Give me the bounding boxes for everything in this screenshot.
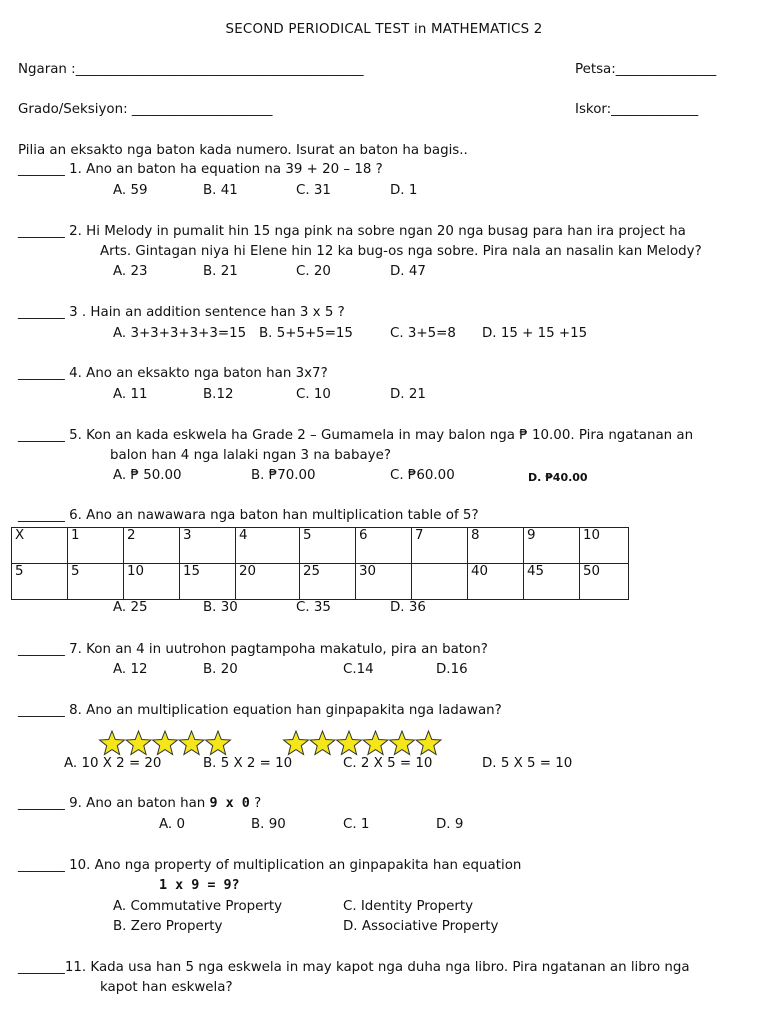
q8-choice-b: B. 5 X 2 = 10 <box>203 756 293 771</box>
q3-choice-b: B. 5+5+5=15 <box>259 326 353 341</box>
star-icon <box>390 731 415 755</box>
question-5-cont: balon han 4 nga lalaki ngan 3 na babaye? <box>110 448 391 463</box>
table-cell: 20 <box>236 564 300 600</box>
instructions: Pilia an eksakto nga baton kada numero. Isurat an baton ha bagis.. <box>18 143 468 158</box>
table-cell: 25 <box>300 564 356 600</box>
star-row-icon <box>282 730 442 756</box>
q4-choice-c: C. 10 <box>296 387 331 402</box>
question-7: _______ 7. Kon an 4 in uutrohon pagtampoha makatulo, pira an baton? <box>18 642 488 657</box>
q2-choice-b: B. 21 <box>203 264 238 279</box>
question-11: _______11. Kada usa han 5 nga eskwela in may kapot nga duha nga libro. Pira ngatanan an libro nga <box>18 960 690 975</box>
q4-choice-d: D. 21 <box>390 387 426 402</box>
q7-choice-c: C.14 <box>343 662 374 677</box>
question-2: _______ 2. Hi Melody in pumalit hin 15 nga pink na sobre ngan 20 nga busag para han ira project ha <box>18 224 686 239</box>
table-cell: 15 <box>180 564 236 600</box>
q1-choice-b: B. 41 <box>203 183 238 198</box>
q5-choice-b: B. ₱70.00 <box>251 468 316 483</box>
table-cell: 5 <box>68 564 124 600</box>
question-3: _______ 3 . Hain an addition sentence han 3 x 5 ? <box>18 305 345 320</box>
star-icon <box>416 731 441 755</box>
q7-choice-b: B. 20 <box>203 662 238 677</box>
q6-choice-c: C. 35 <box>296 600 331 615</box>
name-field[interactable]: Ngaran :___________________________________________ <box>18 62 364 77</box>
score-field[interactable]: Iskor:_____________ <box>575 102 699 117</box>
q7-choice-a: A. 12 <box>113 662 148 677</box>
q10-choice-d: D. Associative Property <box>343 919 499 934</box>
table-cell: 50 <box>580 564 629 600</box>
q6-choice-b: B. 30 <box>203 600 238 615</box>
q8-choice-d: D. 5 X 5 = 10 <box>482 756 573 771</box>
q10-choice-b: B. Zero Property <box>113 919 223 934</box>
star-group-1 <box>98 730 242 756</box>
star-icon <box>310 731 335 755</box>
multiplication-table <box>11 527 629 600</box>
question-1: _______ 1. Ano an baton ha equation na 39 + 20 – 18 ? <box>18 162 383 177</box>
q6-choice-a: A. 25 <box>113 600 148 615</box>
question-9-suffix: ? <box>249 796 262 811</box>
q1-choice-c: C. 31 <box>296 183 331 198</box>
question-10-equation: 1 x 9 = 9? <box>159 878 240 893</box>
q5-choice-a: A. ₱ 50.00 <box>113 468 182 483</box>
star-icon <box>179 731 204 755</box>
q7-choice-d: D.16 <box>436 662 468 677</box>
q9-choice-b: B. 90 <box>251 817 286 832</box>
table-row <box>12 564 629 600</box>
question-9-text: _______ 9. Ano an baton han <box>18 796 210 811</box>
page-title: SECOND PERIODICAL TEST in MATHEMATICS 2 <box>225 22 543 37</box>
q5-choice-c: C. ₱60.00 <box>390 468 455 483</box>
table-cell: 40 <box>468 564 524 600</box>
q2-choice-a: A. 23 <box>113 264 148 279</box>
table-row <box>12 528 629 564</box>
star-icon <box>206 731 231 755</box>
q6-choice-d: D. 36 <box>390 600 426 615</box>
q3-choice-c: C. 3+5=8 <box>390 326 456 341</box>
question-10: _______ 10. Ano nga property of multiplication an ginpapakita han equation <box>18 858 522 873</box>
star-group-2 <box>282 730 442 756</box>
q1-choice-a: A. 59 <box>113 183 148 198</box>
table-cell: X <box>12 528 68 564</box>
question-11-cont: kapot han eskwela? <box>100 980 233 995</box>
q9-choice-d: D. 9 <box>436 817 464 832</box>
date-field[interactable]: Petsa:_______________ <box>575 62 717 77</box>
question-2-cont: Arts. Gintagan niya hi Elene hin 12 ka bug-os nga sobre. Pira nala an nasalin kan Melody? <box>100 244 702 259</box>
question-4: _______ 4. Ano an eksakto nga baton han 3x7? <box>18 366 328 381</box>
question-9 <box>18 796 261 812</box>
star-icon <box>153 731 178 755</box>
star-row-icon <box>98 730 242 756</box>
table-cell: 4 <box>236 528 300 564</box>
question-8: _______ 8. Ano an multiplication equation han ginpapakita nga ladawan? <box>18 703 502 718</box>
star-icon <box>126 731 151 755</box>
q4-choice-a: A. 11 <box>113 387 148 402</box>
star-icon <box>284 731 309 755</box>
q10-choice-c: C. Identity Property <box>343 899 474 914</box>
table-cell: 45 <box>524 564 580 600</box>
table-cell: 30 <box>356 564 412 600</box>
q2-choice-c: C. 20 <box>296 264 331 279</box>
table-cell-blank <box>412 564 468 600</box>
q1-choice-d: D. 1 <box>390 183 418 198</box>
star-icon <box>100 731 125 755</box>
q8-choice-c: C. 2 X 5 = 10 <box>343 756 433 771</box>
q8-choice-a: A. 10 X 2 = 20 <box>64 756 162 771</box>
table-cell: 10 <box>580 528 629 564</box>
table-cell: 10 <box>124 564 180 600</box>
q4-choice-b: B.12 <box>203 387 234 402</box>
q10-choice-a: A. Commutative Property <box>113 899 283 914</box>
table-cell: 3 <box>180 528 236 564</box>
star-icon <box>337 731 362 755</box>
question-5: _______ 5. Kon an kada eskwela ha Grade 2 – Gumamela in may balon nga ₱ 10.00. Pira ngatanan an <box>18 428 694 443</box>
table-cell: 5 <box>12 564 68 600</box>
table-cell: 9 <box>524 528 580 564</box>
q3-choice-a: A. 3+3+3+3+3=15 <box>113 326 247 341</box>
question-9-emphasis: 9 x 0 <box>209 796 250 811</box>
q9-choice-c: C. 1 <box>343 817 370 832</box>
table-cell: 8 <box>468 528 524 564</box>
table-cell: 2 <box>124 528 180 564</box>
table-cell: 1 <box>68 528 124 564</box>
table-cell: 5 <box>300 528 356 564</box>
question-6: _______ 6. Ano an nawawara nga baton han multiplication table of 5? <box>18 508 479 523</box>
table-cell: 6 <box>356 528 412 564</box>
q9-choice-a: A. 0 <box>159 817 185 832</box>
q3-choice-d: D. 15 + 15 +15 <box>482 326 588 341</box>
star-icon <box>363 731 388 755</box>
grade-section-field[interactable]: Grado/Seksiyon: _____________________ <box>18 102 273 117</box>
q2-choice-d: D. 47 <box>390 264 426 279</box>
table-cell: 7 <box>412 528 468 564</box>
q5-choice-d: D. ₱40.00 <box>528 471 588 484</box>
